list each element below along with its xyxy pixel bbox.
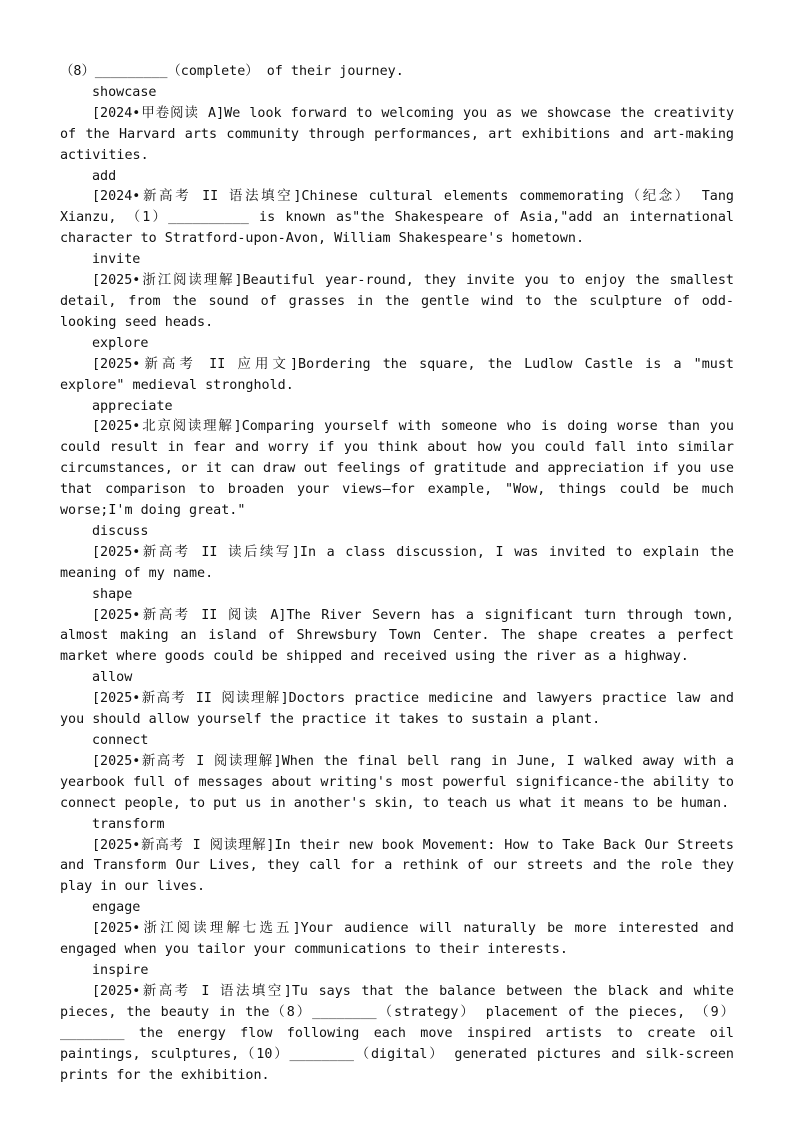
entry-word: add (92, 168, 117, 184)
entry-text: [2025•新高考 I 语法填空]Tu says that the balance between the black and white pieces, the beauty in the（8）________（strategy） placement of the pieces, （9）________ the energy flow following each move inspired artists to create oil paintings, sculptures,（10）________（digital） generated pictures and silk-screen prints for the exhibition. (60, 983, 743, 1083)
entry-allow (60, 668, 743, 731)
entry-shape (60, 585, 743, 669)
entry-word: engage (92, 900, 141, 916)
entry-word: discuss (92, 523, 149, 539)
entry-text: [2025•新高考 II 读后续写]In a class discussion, I was invited to explain the meaning of my name. (60, 544, 743, 581)
entry-text: [2025•浙江阅读理解]Beautiful year-round, they invite you to enjoy the smallest detail, from the sound of grasses in the gentle wind to the sculpture of odd-looking seed heads. (60, 273, 743, 330)
entry-word: shape (92, 586, 133, 602)
entry-explore (60, 334, 743, 397)
entry-showcase (60, 83, 743, 167)
entry-connect (60, 731, 743, 815)
entry-word: allow (92, 670, 133, 686)
entry-text: [2025•新高考 I 阅读理解]When the final bell rang in June, I walked away with a yearbook full of messages about writing's most powerful significance-the ability to connect people, to put us in another's skin, to teach us what it means to be human. (60, 753, 743, 811)
entry-transform (60, 815, 743, 899)
entry-text: [2024•新高考 II 语法填空]Chinese cultural elements commemorating（纪念） Tang Xianzu, （1）__________ is known as"the Shakespeare of Asia,"add an international character to Stratford-upon-Avon, William Shakespeare's hometown. (60, 189, 743, 247)
entry-text: [2025•新高考 I 阅读理解]In their new book Movement: How to Take Back Our Streets and Transform Our Lives, they call for a rethink of our streets and the role they play in our lives. (60, 837, 743, 895)
entry-word: appreciate (92, 398, 173, 414)
entry-text: [2025•浙江阅读理解七选五]Your audience will naturally be more interested and engaged when you tailor your communications to their interests. (60, 921, 743, 958)
entry-engage (60, 898, 743, 961)
entry-word: transform (92, 816, 165, 832)
entry-text: [2025•新高考 II 应用文]Bordering the square, the Ludlow Castle is a "must explore" medieval stronghold. (60, 356, 743, 393)
entry-text: [2025•新高考 II 阅读 A]The River Severn has a significant turn through town, almost making an island of Shrewsbury Town Center. The shape creates a perfect market where goods could be shipped and received using the river as a highway. (60, 607, 743, 665)
entry-invite (60, 250, 743, 334)
entry-word: showcase (92, 84, 157, 100)
entry-appreciate (60, 397, 743, 522)
opening-line: （8）_________（complete） of their journey. (60, 64, 404, 79)
entry-text: [2025•北京阅读理解]Comparing yourself with someone who is doing worse than you could result in fear and worry if you think about how you could fall into similar circumstances, or it can draw out feelings of gratitude and appreciation if you use that comparison to broaden your views—for example, "Wow, things could be much worse;I'm doing great." (60, 419, 743, 519)
entry-add (60, 167, 743, 251)
entry-text: [2024•甲卷阅读 A]We look forward to welcoming you as we showcase the creativity of the Harvard arts community through performances, art exhibitions and art-making activities. (60, 105, 743, 163)
entry-word: connect (92, 733, 149, 748)
entry-text: [2025•新高考 II 阅读理解]Doctors practice medicine and lawyers practice law and you should allow yourself the practice it takes to sustain a plant. (60, 691, 743, 728)
entry-word: explore (92, 335, 149, 351)
entry-word: inspire (92, 962, 149, 978)
entry-discuss (60, 522, 743, 585)
entry-word: invite (92, 252, 141, 268)
entry-inspire (60, 961, 743, 1086)
